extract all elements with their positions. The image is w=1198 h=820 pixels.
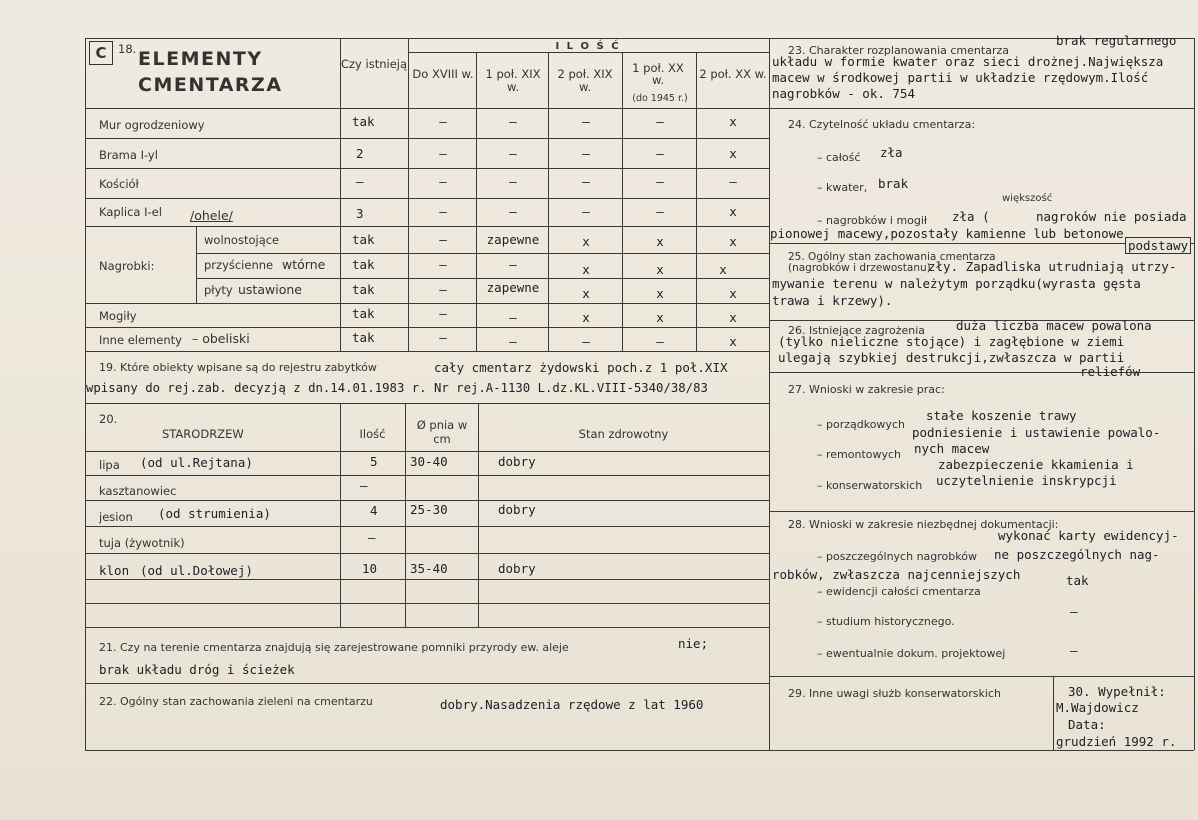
col-qty-header: Ilość [359,427,386,441]
tree-row-lipa-qty: 5 [370,454,378,469]
row-wolnostojace-c2: zapewne [486,232,540,247]
row-inne-extra: – obeliski [192,331,250,346]
tree-row-jesion-state: dobry [498,502,536,517]
col-header-4: 1 poł. XX w. [632,61,684,87]
section-26-t2: (tylko nieliczne stojące) i zagłębione w ziemi [778,334,1125,349]
row-brama-exists: 2 [356,146,364,161]
col-header-1: Do XVIII w. [412,67,474,81]
section-23-t2: układu w formie kwater oraz sieci drożnej.Największa [772,54,1164,69]
tree-row-klon: klon [99,563,130,578]
rem-pre: podniesienie i ustawienie powalo- [912,425,1161,440]
proj-label: – ewentualnie dokum. projektowej [817,647,1006,660]
row-wolnostojace-exists: tak [352,232,375,247]
row-plyty-c5: x [729,286,737,301]
section-20-number: 20. [99,412,118,426]
section-19-label: 19. Które obiekty wpisane są do rejestru zabytków [99,361,377,374]
row-kosciol-c5: – [729,174,737,189]
row-kosciol-c4: – [656,174,664,189]
col-header-5: 2 poł. XX w. [699,67,767,81]
row-kosciol-c3: – [582,174,590,189]
row-kaplica-c3: – [582,204,590,219]
kons-pre: zabezpieczenie kkamienia i [938,457,1134,472]
tree-row-kasztanowiec: kasztanowiec [99,484,177,498]
col-header-3: 2 poł. XIX w. [557,67,613,94]
row-przyscienne-exists: tak [352,257,375,272]
section-30-date-label: Data: [1068,717,1106,732]
kons-value: uczytelnienie inskrypcji [936,473,1117,488]
row-brama-c1: – [439,146,447,161]
stud-label: – studium historycznego. [817,615,955,628]
szcz-label: – poszczególnych nagrobków [817,550,977,563]
section-30-date: grudzień 1992 r. [1056,734,1177,749]
section-28-t2: robków, zwłaszcza najcenniejszych [772,567,1021,582]
row-inne-exists: tak [352,330,375,345]
row-mogily-c5: x [729,310,737,325]
row-wolnostojace: wolnostojące [204,233,280,247]
row-kosciol-c2: – [509,174,517,189]
section-19-text-2: wpisany do rej.zab. decyzją z dn.14.01.1983 r. Nr rej.A-1130 L.dz.KL.VIII-5340/38/83 [86,381,708,395]
row-przyscienne-c3: x [582,262,590,277]
tree-row-jesion-note: (od strumienia) [158,506,271,521]
section-23-label: 23. Charakter rozplanowania cmentarza [788,44,1009,57]
row-mur-c5: x [729,114,737,129]
section-28-t0: wykonać karty ewidencyj- [998,528,1179,543]
row-mur-c2: – [509,114,517,129]
section-18-number: 18. [118,42,137,56]
row-inne-c1: – [439,330,447,345]
section-26-t3: ulegają szybkiej destrukcji,zwłaszcza w partii [778,350,1125,365]
row-kosciol-exists: – [356,174,364,189]
row-plyty-exists: tak [352,282,375,297]
row-wolnostojace-c4: x [656,234,664,249]
row-kaplica-c5: x [729,204,737,219]
rem-label: – remontowych [817,448,902,461]
calosc-label: – całość [817,151,861,164]
row-mur-c4: – [656,114,664,129]
row-wolnostojace-c3: x [582,234,590,249]
section-22-text: dobry.Nasadzenia rzędowe z lat 1960 [440,697,704,712]
section-28-label: 28. Wnioski w zakresie niezbędnej dokumentacji: [788,518,1059,531]
section-26-t1: duża liczba macew powalona [956,318,1152,333]
tree-row-klon-state: dobry [498,561,536,576]
row-kaplica-c4: – [656,204,664,219]
section-25-t3: trawa i krzewy). [772,293,893,308]
row-przyscienne: przyścienne [204,258,274,272]
row-kaplica: Kaplica I-el [99,205,162,219]
section-23-t4: nagrobków - ok. 754 [772,86,915,101]
section-20-title: STARODRZEW [162,427,244,441]
section-30-label: 30. Wypełnił: [1068,684,1166,699]
proj-value: – [1070,643,1078,658]
tree-row-klon-qty: 10 [362,561,378,576]
row-inne-c4: – [656,334,664,349]
kons-label: – konserwatorskich [817,479,923,492]
row-mogily-c1: – [439,306,447,321]
col-header-4b: (do 1945 r.) [632,93,688,104]
porz-label: – porządkowych [817,418,905,431]
row-plyty-c2: zapewne [486,280,540,295]
row-plyty-c1: – [439,282,447,297]
row-mur-exists: tak [352,114,375,129]
section-18-title-1: ELEMENTY [138,48,263,70]
row-mogily-c3: x [582,310,590,325]
porz-value: stałe koszenie trawy [926,408,1077,423]
wiekszosc-note: większość [1002,193,1053,204]
section-24-t3: podstawy [1125,237,1191,254]
col-state-header: Stan zdrowotny [578,427,669,441]
section-21-label: 21. Czy na terenie cmentarza znajdują się zarejestrowane pomniki przyrody ew. aleje [99,641,569,654]
rem-value: nych macew [914,441,990,456]
row-brama-c5: x [729,146,737,161]
col-header-2: 1 poł. XIX w. [485,67,541,94]
row-inne-c5: x [729,334,737,349]
tree-row-kasztanowiec-qty: – [360,478,368,493]
row-kosciol: Kościół [99,177,139,191]
tree-row-tuja-qty: – [368,530,376,545]
tree-row-lipa-note: (od ul.Rejtana) [140,455,253,470]
tree-row-lipa-diam: 30-40 [410,454,448,469]
row-brama-c3: – [582,146,590,161]
nagrobkow-value: zła ( [952,209,990,224]
section-26-t4: reliefów [1080,364,1141,379]
section-25-label: 25. Ogólny stan zachowania cmentarza (nagrobków i drzewostanu) [788,251,996,274]
tree-row-klon-note: (od ul.Dołowej) [140,563,253,578]
col-diam-header: Ø pnia w cm [416,418,468,446]
section-21-text: brak układu dróg i ścieżek [99,662,295,677]
row-plyty: płyty [204,283,233,297]
row-mogily-exists: tak [352,306,375,321]
row-przyscienne-c2: – [509,257,517,272]
section-25-t1: zły. Zapadliska utrudniają utrzy- [928,259,1177,274]
row-mur-c3: – [582,114,590,129]
section-29-label: 29. Inne uwagi służb konserwatorskich [788,687,1001,700]
tree-row-jesion-diam: 25-30 [410,502,448,517]
nagrobki-label: Nagrobki: [99,259,155,273]
kwater-value: brak [878,176,909,191]
section-27-label: 27. Wnioski w zakresie prac: [788,383,945,396]
section-19-text-1: cały cmentarz żydowski poch.z 1 poł.XIX [434,360,728,375]
section-23-t1: brak regularnego [1056,33,1177,48]
row-plyty-extra: ustawione [238,282,302,297]
section-18-title-2: CMENTARZA [138,74,283,96]
tree-row-jesion-qty: 4 [370,503,378,518]
nagrobkow-label: – nagrobków i mogił [817,214,928,227]
row-brama-c2: – [509,146,517,161]
row-inne-c2: – [509,334,517,349]
row-plyty-c4: x [656,286,664,301]
section-25-t2: mywanie terenu w należytym porządku(wyrasta gęsta [772,276,1141,291]
szcz-value: ne poszczególnych nag- [994,547,1160,562]
calosc-value: zła [880,145,903,160]
tree-row-lipa-state: dobry [498,454,536,469]
tree-row-tuja: tuja (żywotnik) [99,536,185,550]
row-przyscienne-c1: – [439,257,447,272]
tree-row-lipa: lipa [99,458,120,472]
section-24-t2: pionowej macewy,pozostały kamienne lub betonowe [770,226,1124,241]
kwater-label: – kwater, [817,181,868,194]
row-kaplica-c2: – [509,204,517,219]
ewid-value: tak [1066,573,1089,588]
row-inne: Inne elementy [99,333,182,347]
tree-row-klon-diam: 35-40 [410,561,448,576]
section-30-name: M.Wajdowicz [1056,700,1139,715]
row-brama-c4: – [656,146,664,161]
ewid-label: – ewidencji całości cmentarza [817,585,981,598]
row-przyscienne-c5: x [719,262,727,277]
row-plyty-c3: x [582,286,590,301]
row-kosciol-c1: – [439,174,447,189]
row-kaplica-c1: – [439,204,447,219]
row-kaplica-exists: 3 [356,206,364,221]
row-mogily: Mogiły [99,309,137,323]
row-kaplica-extra: /ohele/ [190,208,233,223]
row-mogily-c4: x [656,310,664,325]
tree-row-jesion: jesion [99,510,133,524]
section-24-t1: nagroków nie posiada [1036,209,1187,224]
section-23-t3: macew w środkowej partii w układzie rzędowym.Ilość [772,70,1149,85]
row-inne-c3: – [582,334,590,349]
row-przyscienne-extra: wtórne [282,257,326,272]
section-26-label: 26. Istniejące zagrożenia [788,324,926,337]
section-letter-box: C [89,41,113,65]
row-mur: Mur ogrodzeniowy [99,118,205,132]
section-21-answer: nie; [678,636,709,651]
row-wolnostojace-c1: – [439,232,447,247]
section-24-label: 24. Czytelność układu cmentarza: [788,118,976,131]
row-wolnostojace-c5: x [729,234,737,249]
row-brama: Brama I-yl [99,148,158,162]
ilosc-header: I L O Ś Ć [555,41,621,52]
row-mogily-c2: – [509,310,517,325]
row-mur-c1: – [439,114,447,129]
section-22-label: 22. Ogólny stan zachowania zieleni na cmentarzu [99,695,373,708]
row-przyscienne-c4: x [656,262,664,277]
col-exists-header: Czy istnieją [340,57,408,71]
stud-value: – [1070,604,1078,619]
